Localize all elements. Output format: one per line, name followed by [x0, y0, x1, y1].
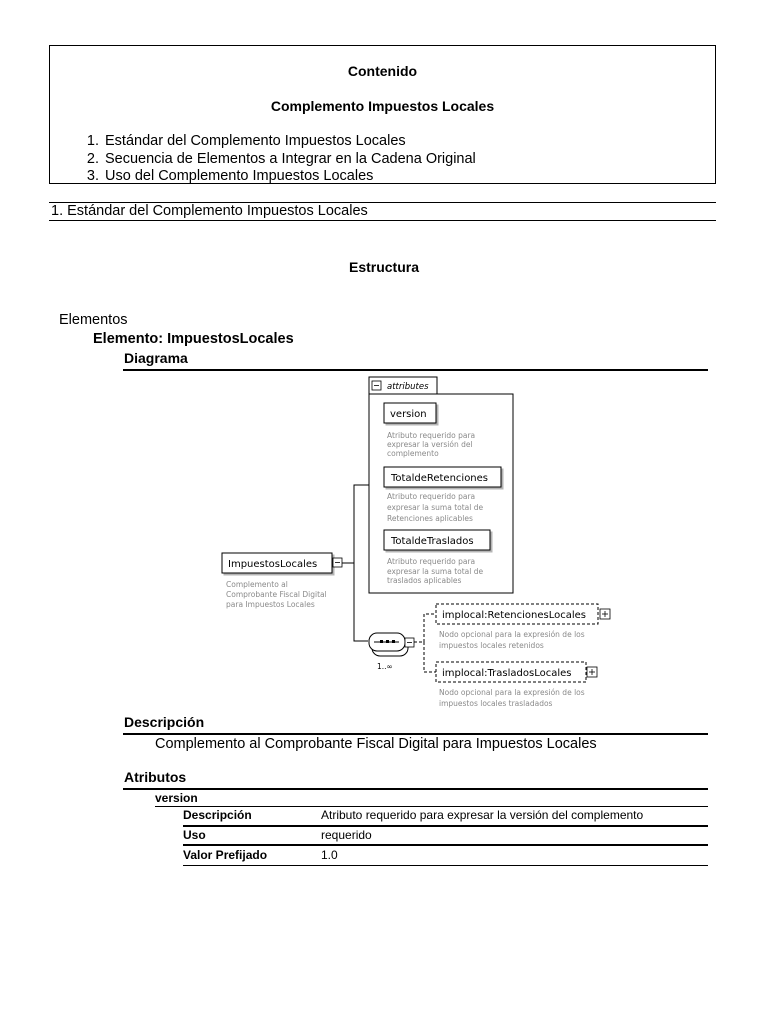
toc-item[interactable]: 2. Secuencia de Elementos a Integrar en la Cadena Original	[103, 151, 476, 169]
root-note: para Impuestos Locales	[226, 600, 315, 609]
row-rule	[183, 825, 708, 827]
toc-subtitle: Complemento Impuestos Locales	[270, 98, 495, 114]
attribute-rule	[155, 806, 708, 807]
connector-traslados	[424, 642, 436, 672]
attr-totalderetenciones-note: Atributo requerido para	[387, 492, 476, 501]
diagrama-label: Diagrama	[124, 350, 188, 366]
atributos-label: Atributos	[124, 769, 187, 785]
child-trasladoslocales-note: Nodo opcional para la expresión de los	[439, 688, 585, 697]
child-trasladoslocales-name: implocal:TrasladosLocales	[442, 668, 572, 679]
toc-item[interactable]: 3. Uso del Complemento Impuestos Locales	[103, 168, 476, 186]
child-retencioneslocales-note: impuestos locales retenidos	[439, 641, 544, 650]
row-label: Uso	[183, 828, 206, 842]
row-rule	[183, 865, 708, 866]
child-retencioneslocales-note: Nodo opcional para la expresión de los	[439, 630, 585, 639]
attr-totaldetraslados-note: expresar la suma total de	[387, 567, 484, 576]
attr-totaldetraslados-note: traslados aplicables	[387, 576, 462, 585]
connector-sequence	[354, 563, 368, 641]
connector-attributes	[342, 485, 369, 563]
elementos-label: Elementos	[59, 312, 128, 328]
attr-totalderetenciones-note: expresar la suma total de	[387, 503, 484, 512]
attr-version-note: expresar la versión del	[387, 440, 473, 449]
root-note: Complemento al	[226, 580, 288, 589]
estructura-heading: Estructura	[348, 259, 420, 275]
row-value: requerido	[321, 828, 372, 842]
child-retencioneslocales-name: implocal:RetencionesLocales	[442, 610, 586, 621]
row-label: Descripción	[183, 808, 252, 822]
root-note: Comprobante Fiscal Digital	[226, 590, 327, 599]
root-element-name: ImpuestosLocales	[228, 559, 318, 570]
attr-totaldetraslados-name: TotaldeTraslados	[391, 536, 474, 547]
row-label: Valor Prefijado	[183, 848, 268, 862]
attribute-name: version	[155, 791, 198, 805]
descripcion-text: Complemento al Comprobante Fiscal Digital para Impuestos Locales	[155, 736, 597, 752]
attr-totaldetraslados-note: Atributo requerido para	[387, 557, 476, 566]
descripcion-label: Descripción	[124, 714, 205, 730]
connector-retenciones	[414, 614, 436, 642]
descripcion-rule	[123, 733, 708, 735]
attr-version-name: version	[390, 409, 427, 420]
attr-totalderetenciones-note: Retenciones aplicables	[387, 514, 473, 523]
row-value: Atributo requerido para expresar la versión del complemento	[321, 808, 644, 822]
row-value: 1.0	[321, 848, 338, 862]
toc-item[interactable]: 1. Estándar del Complemento Impuestos Locales	[103, 133, 476, 151]
toc-title: Contenido	[347, 63, 418, 79]
child-trasladoslocales-note: impuestos locales trasladados	[439, 699, 553, 708]
attr-version-note: Atributo requerido para	[387, 431, 476, 440]
attr-totalderetenciones-name: TotaldeRetenciones	[391, 473, 489, 484]
attr-version-note: complemento	[387, 449, 439, 458]
elemento-title: Elemento: ImpuestosLocales	[93, 331, 294, 347]
attributes-label: attributes	[387, 382, 429, 392]
section-heading: 1. Estándar del Complemento Impuestos Locales	[49, 202, 716, 221]
atributos-rule	[123, 788, 708, 790]
row-rule	[183, 844, 708, 846]
sequence-cardinality: 1..∞	[377, 662, 393, 671]
